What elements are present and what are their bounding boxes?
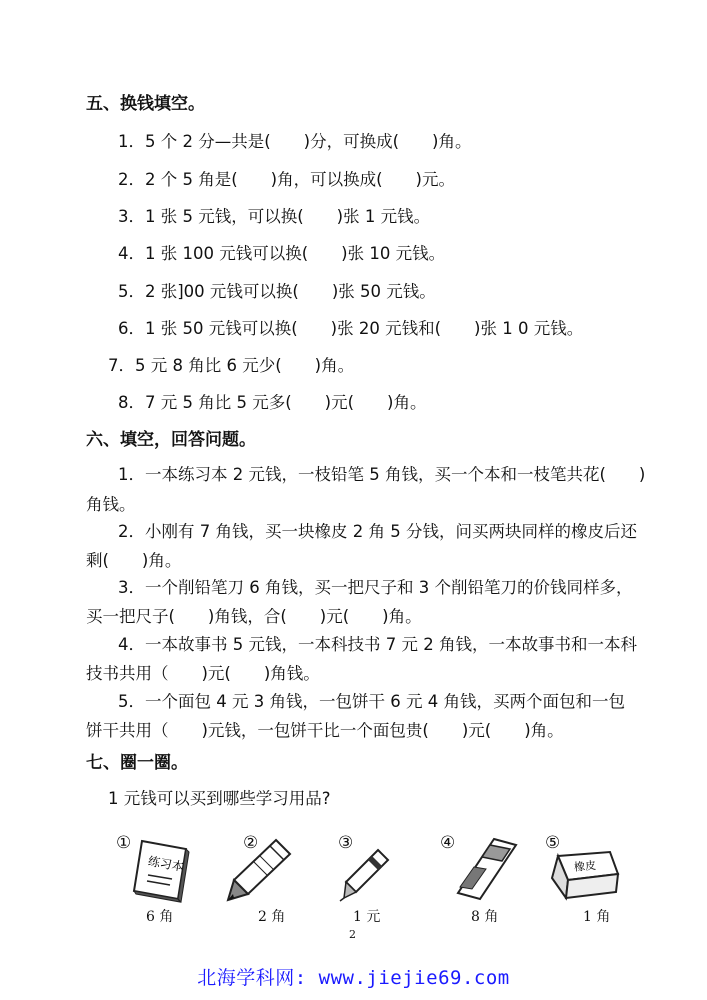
section-5-item-1: 1．5 个 2 分—共是( )分，可换成( )角。 [118,132,472,151]
section-5-item-8: 8．7 元 5 角比 5 元多( )元( )角。 [118,393,427,412]
section-5-title: 五、换钱填空。 [86,94,205,114]
item-1-price: 6 角 [146,909,174,925]
section-5-item-3: 3．1 张 5 元钱，可以换( )张 1 元钱。 [118,207,431,226]
eraser-cover-text: 橡皮 [573,858,597,874]
section-5-item-6: 6．1 张 50 元钱可以换( )张 20 元钱和( )张 1 0 元钱。 [118,319,584,338]
page-number: 2 [349,928,356,941]
section-6-line-9: 5．一个面包 4 元 3 角钱，一包饼干 6 元 4 角钱，买两个面包和一包 [118,692,625,711]
item-5-number: ⑤ [545,833,561,853]
section-7-question: 1 元钱可以买到哪些学习用品? [108,789,331,808]
notebook-cover-text: 练习本 [146,854,185,875]
pen-icon [338,846,392,902]
section-6-line-2: 角钱。 [86,495,136,514]
section-6-line-4: 剩( )角。 [86,551,182,570]
notebook-icon [128,835,200,905]
section-6-line-7: 4．一本故事书 5 元钱，一本科技书 7 元 2 角钱，一本故事书和一本科 [118,635,637,654]
item-3-number: ③ [338,833,354,853]
eraser-icon [544,848,622,906]
section-6-line-5: 3．一个削铅笔刀 6 角钱，买一把尺子和 3 个削铅笔刀的价钱同样多， [118,578,633,597]
section-6-line-6: 买一把尺子( )角钱，合( )元( )角。 [86,607,422,626]
section-5-item-7: 7．5 元 8 角比 6 元少( )角。 [108,356,355,375]
item-2-price: 2 角 [258,909,286,925]
item-4-number: ④ [440,833,456,853]
item-3-price: 1 元 [353,909,381,925]
item-2-number: ② [243,833,259,853]
section-6-line-3: 2．小刚有 7 角钱，买一块橡皮 2 角 5 分钱，问买两块同样的橡皮后还 [118,522,637,541]
item-4-price: 8 角 [471,909,499,925]
section-5-item-5: 5．2 张]00 元钱可以换( )张 50 元钱。 [118,282,436,301]
section-6-line-1: 1．一本练习本 2 元钱，一枝铅笔 5 角钱，买一个本和一枝笔共花( ) [118,465,646,484]
sharpener-icon [450,835,520,905]
pencil-icon [224,836,294,904]
footer-watermark: 北海学科网: www.jiejie69.com [197,967,510,989]
section-5-item-4: 4．1 张 100 元钱可以换( )张 10 元钱。 [118,244,446,263]
item-5-price: 1 角 [583,909,611,925]
section-7-title: 七、圈一圈。 [86,753,188,773]
section-6-line-8: 技书共用（ )元( )角钱。 [86,664,320,683]
section-5-item-2: 2．2 个 5 角是( )角，可以换成( )元。 [118,170,455,189]
section-6-title: 六、填空，回答问题。 [86,430,256,450]
section-6-line-10: 饼干共用（ )元钱，一包饼干比一个面包贵( )元( )角。 [86,721,564,740]
item-1-number: ① [116,833,132,853]
